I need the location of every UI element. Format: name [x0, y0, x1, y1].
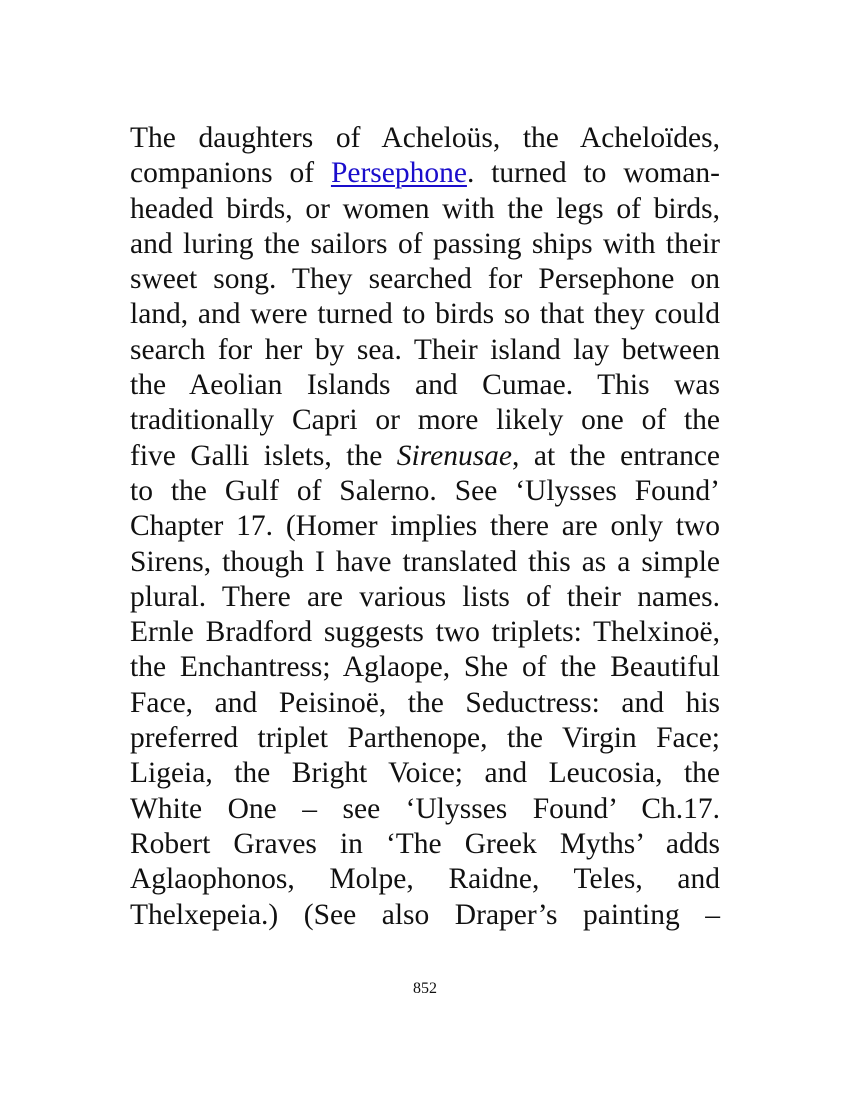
text-line [130, 827, 720, 862]
text-segment: the Aeolian Islands and Cumae. This was [130, 369, 720, 402]
text-segment: land, and were turned to birds so that they could [130, 298, 720, 331]
text-line [130, 227, 720, 262]
text-segment: Robert Graves in ‘The Greek Myths’ adds [130, 827, 720, 860]
text-segment: companions of [130, 157, 331, 190]
text-line [130, 756, 720, 791]
body-paragraph [130, 121, 720, 933]
text-segment: five Galli islets, the [130, 439, 397, 472]
text-segment: Aglaophonos, Molpe, Raidne, Teles, and [130, 863, 720, 896]
text-line [130, 333, 720, 368]
text-segment: the Enchantress; Aglaope, She of the Beautiful [130, 651, 720, 684]
text-line [130, 121, 720, 156]
text-line [130, 862, 720, 897]
text-line [130, 262, 720, 297]
text-segment: and luring the sailors of passing ships with their [130, 227, 720, 260]
text-segment: , at the entrance [512, 439, 720, 472]
text-line [130, 580, 720, 615]
text-line [130, 192, 720, 227]
text-segment: Thelxepeia.) (See also Draper’s painting – [130, 898, 720, 931]
text-line [130, 297, 720, 332]
text-line [130, 403, 720, 438]
text-segment: headed birds, or women with the legs of birds, [130, 192, 720, 225]
text-segment: to the Gulf of Salerno. See ‘Ulysses Found’ [130, 474, 720, 507]
text-line [130, 474, 720, 509]
text-line [130, 439, 720, 474]
text-segment: traditionally Capri or more likely one of the [130, 404, 720, 437]
text-line [130, 545, 720, 580]
text-line [130, 721, 720, 756]
text-segment: plural. There are various lists of their names. [130, 580, 720, 613]
text-line [130, 156, 720, 191]
text-line [130, 792, 720, 827]
italic-term: Sirenusae [396, 439, 513, 472]
text-line [130, 898, 720, 933]
text-segment: . turned to woman- [466, 157, 720, 190]
persephone-link[interactable]: Persephone [330, 157, 467, 190]
text-segment: preferred triplet Parthenope, the Virgin Face; [130, 722, 720, 755]
text-line [130, 509, 720, 544]
text-segment: Sirens, though I have translated this as a simple [130, 545, 720, 578]
text-segment: search for her by sea. Their island lay between [130, 333, 720, 366]
text-segment: sweet song. They searched for Persephone on [130, 263, 720, 296]
text-segment: Ligeia, the Bright Voice; and Leucosia, the [130, 757, 720, 790]
text-segment: Face, and Peisinoë, the Seductress: and his [130, 686, 720, 719]
text-segment: Ernle Bradford suggests two triplets: Thelxinoë, [130, 616, 720, 649]
text-line [130, 615, 720, 650]
page-number: 852 [413, 980, 437, 997]
text-segment: The daughters of Acheloüs, the Acheloïdes, [130, 122, 720, 154]
text-line [130, 650, 720, 685]
text-segment: White One – see ‘Ulysses Found’ Ch.17. [130, 792, 720, 825]
text-line [130, 368, 720, 403]
text-segment: Chapter 17. (Homer implies there are only two [130, 510, 720, 543]
text-line [130, 686, 720, 721]
